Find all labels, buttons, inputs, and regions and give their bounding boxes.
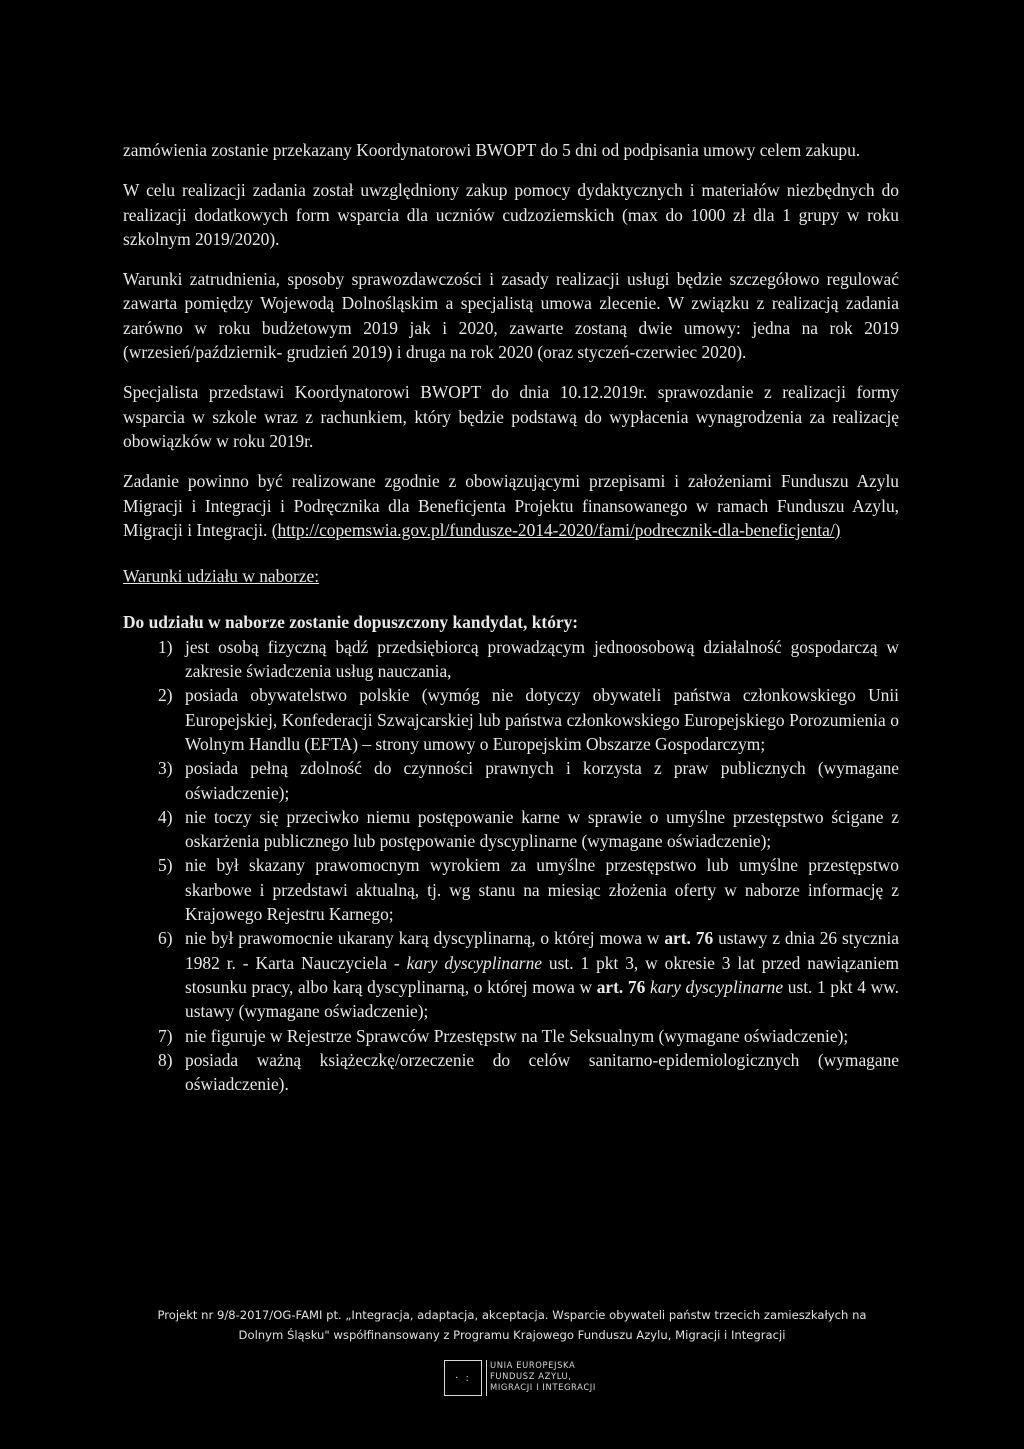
list-item-number: 8) (158, 1049, 173, 1070)
paragraph-materials: W celu realizacji zadania został uwzględniony zakup pomocy dydaktycznych i materiałów niezbędnych do realizacji dodatkowych form wsparcia dla uczniów cudzoziemskich (max do 1000 zł dla 1 grupy w roku szkolnym 2019/2020). (123, 180, 899, 249)
paragraph-regulations (123, 469, 899, 542)
list-item-number: 5) (158, 855, 173, 876)
list-item-number: 7) (158, 1025, 173, 1046)
paragraph-reporting: Specjalista przedstawi Koordynatorowi BWOPT do dnia 10.12.2019r. sprawozdanie z realizacji formy wsparcia w szkole wraz z rachunkiem, który będzie podstawą do wypłacenia wynagrodzenia za realizację obowiązków w roku 2019r. (123, 382, 899, 451)
italic-term: kary dyscyplinarne (406, 952, 542, 973)
list-item-text: posiada ważną książeczkę/orzeczenie do celów sanitarno-epidemiologicznych (wymagane oświadczenie). (185, 1049, 899, 1095)
text-fragment: ustawy z dnia 26 stycznia 1982 r. - Karta Nauczyciela - (185, 928, 899, 973)
paragraph-employment-conditions: Warunki zatrudnienia, sposoby sprawozdawczości i zasady realizacji usługi będzie szczegółowo regulować zawarta pomiędzy Wojewodą Dolnośląskim a specjalistą umowa zlecenie. W związku z realizacją zadania zarówno w roku budżetowym 2019 jak i 2020, zawarte zostaną dwie umowy: jedna na rok 2019 (wrzesień/październik- grudzień 2019) i druga na rok 2020 (oraz styczeń-czerwiec 2020). (123, 269, 899, 363)
list-item-number: 2) (158, 685, 173, 706)
regulations-text: Zadanie powinno być realizowane zgodnie z obowiązującymi przepisami i założeniami Funduszu Azylu Migracji i Integracji i Podręcznika dla Beneficjenta Projektu finansowanego w ramach Funduszu Azylu, Migracji i Integracji. (123, 471, 899, 540)
article-ref: art. 76 (596, 976, 646, 997)
list-item (123, 853, 899, 926)
list-item-number: 6) (158, 928, 173, 949)
document-body (123, 138, 899, 1096)
article-ref: art. 76 (664, 928, 714, 949)
list-item-text: nie był skazany prawomocnym wyrokiem za umyślne przestępstwo lub umyślne przestępstwo skarbowe i przedstawi aktualną, tj. wg stanu na miesiąc złożenia oferty w naborze informację z Krajowego Rejestru Karnego; (185, 855, 899, 925)
list-item (123, 805, 899, 854)
logo-line-1: UNIA EUROPEJSKA (490, 1360, 576, 1370)
text-fragment: ust. 1 pkt 3, w okresie 3 lat przed nawiązaniem stosunku pracy, albo karą dyscyplinarną, o której mowa w (185, 952, 899, 997)
footer-line-2: Dolnym Śląsku" współfinansowany z Programu Krajowego Funduszu Azylu, Migracji i Integracji (238, 1328, 786, 1342)
logo-line-2: FUNDUSZ AZYLU, (490, 1371, 572, 1381)
list-item-text: posiada obywatelstwo polskie (wymóg nie dotyczy obywateli państwa członkowskiego Unii Europejskiej, Konfederacji Szwajcarskiej lub państwa członkowskiego Europejskiego Porozumienia o Wolnym Handlu (EFTA) – strony umowy o Europejskim Obszarze Gospodarczym; (185, 685, 899, 754)
list-item (123, 1048, 899, 1097)
logo-line-3: MIGRACJI I INTEGRACJI (490, 1382, 596, 1392)
eu-fund-logo (444, 1360, 596, 1396)
logo-text (486, 1360, 596, 1396)
list-item-text: jest osobą fizyczną bądź przedsiębiorcą prowadzącym jednoosobową działalność gospodarczą w zakresie świadczenia usług nauczania, (185, 636, 899, 682)
list-item-number: 1) (158, 636, 173, 657)
list-item (123, 1024, 899, 1048)
list-item-text: nie figuruje w Rejestrze Sprawców Przestępstw na Tle Seksualnym (wymagane oświadczenie); (185, 1025, 849, 1046)
list-item-number: 4) (158, 806, 173, 827)
eu-flag-icon: · : (444, 1360, 482, 1396)
handbook-link[interactable]: (http://copemswia.gov.pl/fundusze-2014-2020/fami/podrecznik-dla-beneficjenta/) (271, 519, 841, 540)
text-fragment: ust. 1 pkt 4 ww. ustawy (wymagane oświadczenie); (185, 976, 899, 1022)
list-item-number: 3) (158, 758, 173, 779)
requirements-heading: Do udziału w naborze zostanie dopuszczony kandydat, który: (123, 612, 579, 633)
footer-line-1: Projekt nr 9/8-2017/OG-FAMI pt. „Integracja, adaptacja, akceptacja. Wsparcie obywateli państw trzecich zamieszkałych na (157, 1308, 867, 1322)
section-heading: Warunki udziału w naborze: (123, 566, 320, 587)
list-item-text: nie toczy się przeciwko niemu postępowanie karne w sprawie o umyślne przestępstwo ścigane z oskarżenia publicznego lub postępowanie dyscyplinarne (wymagane oświadczenie); (185, 806, 899, 852)
list-item-text: posiada pełną zdolność do czynności prawnych i korzysta z praw publicznych (wymagane oświadczenie); (185, 758, 899, 803)
requirements-list (123, 635, 899, 1097)
list-item (123, 756, 899, 805)
text-fragment: nie był prawomocnie ukarany karą dyscyplinarną, o której mowa w (185, 928, 665, 949)
list-item (123, 683, 899, 756)
project-footer (80, 1305, 944, 1345)
list-item (123, 926, 899, 1023)
italic-term: kary dyscyplinarne (649, 976, 784, 997)
paragraph-continuation: zamówienia zostanie przekazany Koordynatorowi BWOPT do 5 dni od podpisania umowy celem zakupu. (123, 140, 861, 160)
list-item (123, 635, 899, 684)
